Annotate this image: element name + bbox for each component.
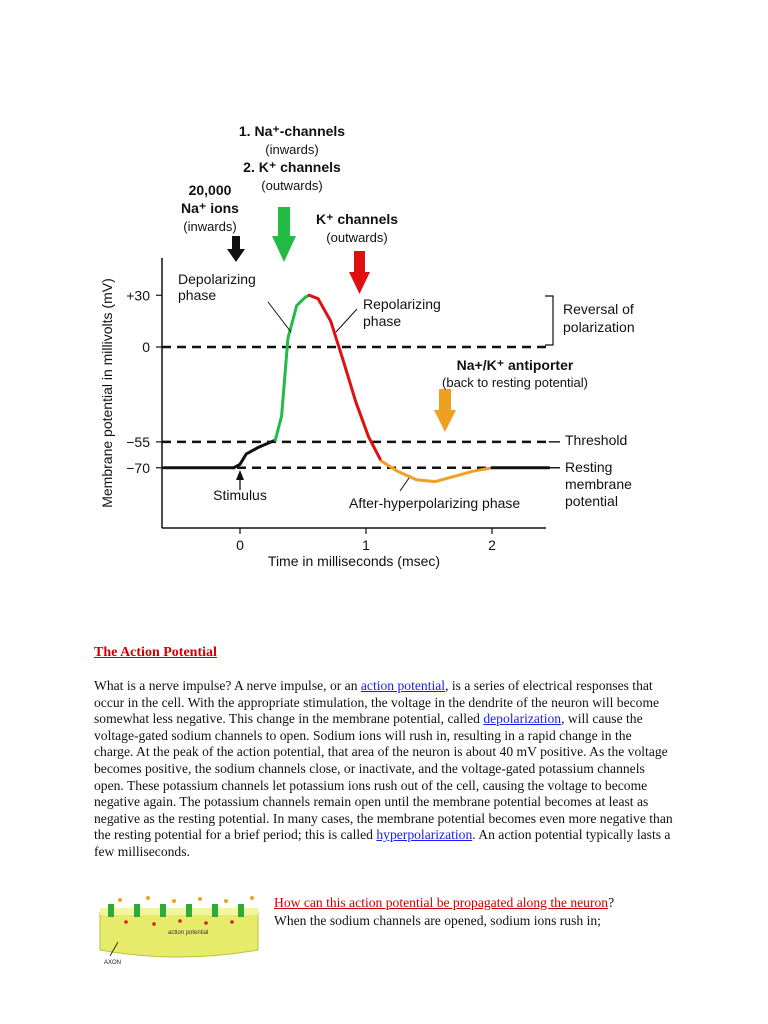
k-outwards-label: (outwards) [326,230,388,245]
y-tick-label: −70 [126,459,150,476]
series-line [381,461,492,482]
depolarizing-label-2: phase [178,287,217,303]
resting-label-2: membrane [565,476,632,492]
resting-label-1: Resting [565,459,613,475]
threshold-label: Threshold [565,432,628,448]
ions-label: Na⁺ ions [181,200,239,216]
step2-label: 2. K⁺ channels [243,159,341,175]
ions-count: 20,000 [188,182,232,198]
article-paragraph [94,678,674,861]
paragraph-text: . An action potential typically lasts a few milliseconds. [94,827,671,859]
paragraph-text: What is a nerve impulse? A nerve impulse, or an [94,678,361,693]
inwards-label: (inwards) [265,142,319,157]
propagation-paragraph [274,894,694,930]
x-tick-label: 1 [362,537,370,553]
after-hyper-pointer [400,478,409,491]
action-potential-link[interactable]: action potential [360,678,446,693]
resting-label-3: potential [565,493,618,509]
depolarization-link[interactable]: depolarization [483,711,562,727]
reversal-label-2: polarization [563,319,635,335]
repolarizing-label-1: Repolarizing [363,296,441,312]
stimulus-label: Stimulus [213,487,267,503]
y-axis-label: Membrane potential in millivolts (mV) [99,278,115,508]
propagation-question-link[interactable]: How can this action potential be propagated along the neuron [274,895,609,910]
antiporter-sub-label: (back to resting potential) [442,375,588,390]
antiporter-label: Na+/K⁺ antiporter [456,357,574,373]
article-heading: The Action Potential [94,645,217,660]
green-arrow [272,207,296,262]
paragraph-text: , is a series of electrical responses that occur in the cell. With the appropriate stimulation, the voltage in the dendrite of the neuron will become somewhat less negative. This change in the membrane potential, called [94,678,660,727]
propagation-text: When the sodium channels are opened, sodium ions rush in; [274,913,601,928]
depolarizing-label-1: Depolarizing [178,271,256,287]
x-tick-label: 2 [488,537,496,553]
thumb-axon-label: AXON [104,960,122,966]
reversal-bracket [545,296,553,345]
red-arrow [349,251,370,294]
y-tick-label: 0 [142,339,150,355]
k-channels-label: K⁺ channels [315,211,399,227]
x-axis-label: Time in milliseconds (msec) [267,553,441,569]
ions-inwards: (inwards) [183,219,237,234]
repolarizing-label-2: phase [363,313,402,329]
repolarizing-pointer [336,309,357,332]
hyperpolarization-link[interactable]: hyperpolarization [376,827,473,843]
after-hyper-label: After-hyperpolarizing phase [349,495,521,511]
y-tick-label: +30 [126,287,150,304]
y-tick-label: −55 [126,433,150,450]
outwards-label: (outwards) [261,178,323,193]
axon-propagation-thumbnail [96,890,262,968]
question-mark: ? [608,895,615,910]
step1-label: 1. Na⁺-channels [238,123,346,139]
black-arrow [227,236,245,262]
depolarizing-pointer [268,302,291,332]
thumb-ap-label: action potential [168,930,209,936]
x-tick-label: 0 [236,537,244,553]
series-line [275,295,309,440]
reversal-label-1: Reversal of [563,301,634,317]
paragraph-text: , will cause the voltage-gated sodium channels to open. Sodium ions will rush in, resulting in a rapid change in the charge. At the peak of the action potential, that area of the neuron is about 40 mV positive. As the voltage becomes positive, the sodium channels close, or inactivate, and the voltage-gated potassium channels open. These potassium channels let potassium ions rush out of the cell, causing the voltage to become negative again. The potassium channels remain open until the membrane potential becomes at least as negative as the resting potential. In many cases, the membrane potential becomes even more negative than the resting potential for a brief period; this is called [94,711,673,843]
series-line [234,440,276,468]
orange-arrow [434,389,456,432]
